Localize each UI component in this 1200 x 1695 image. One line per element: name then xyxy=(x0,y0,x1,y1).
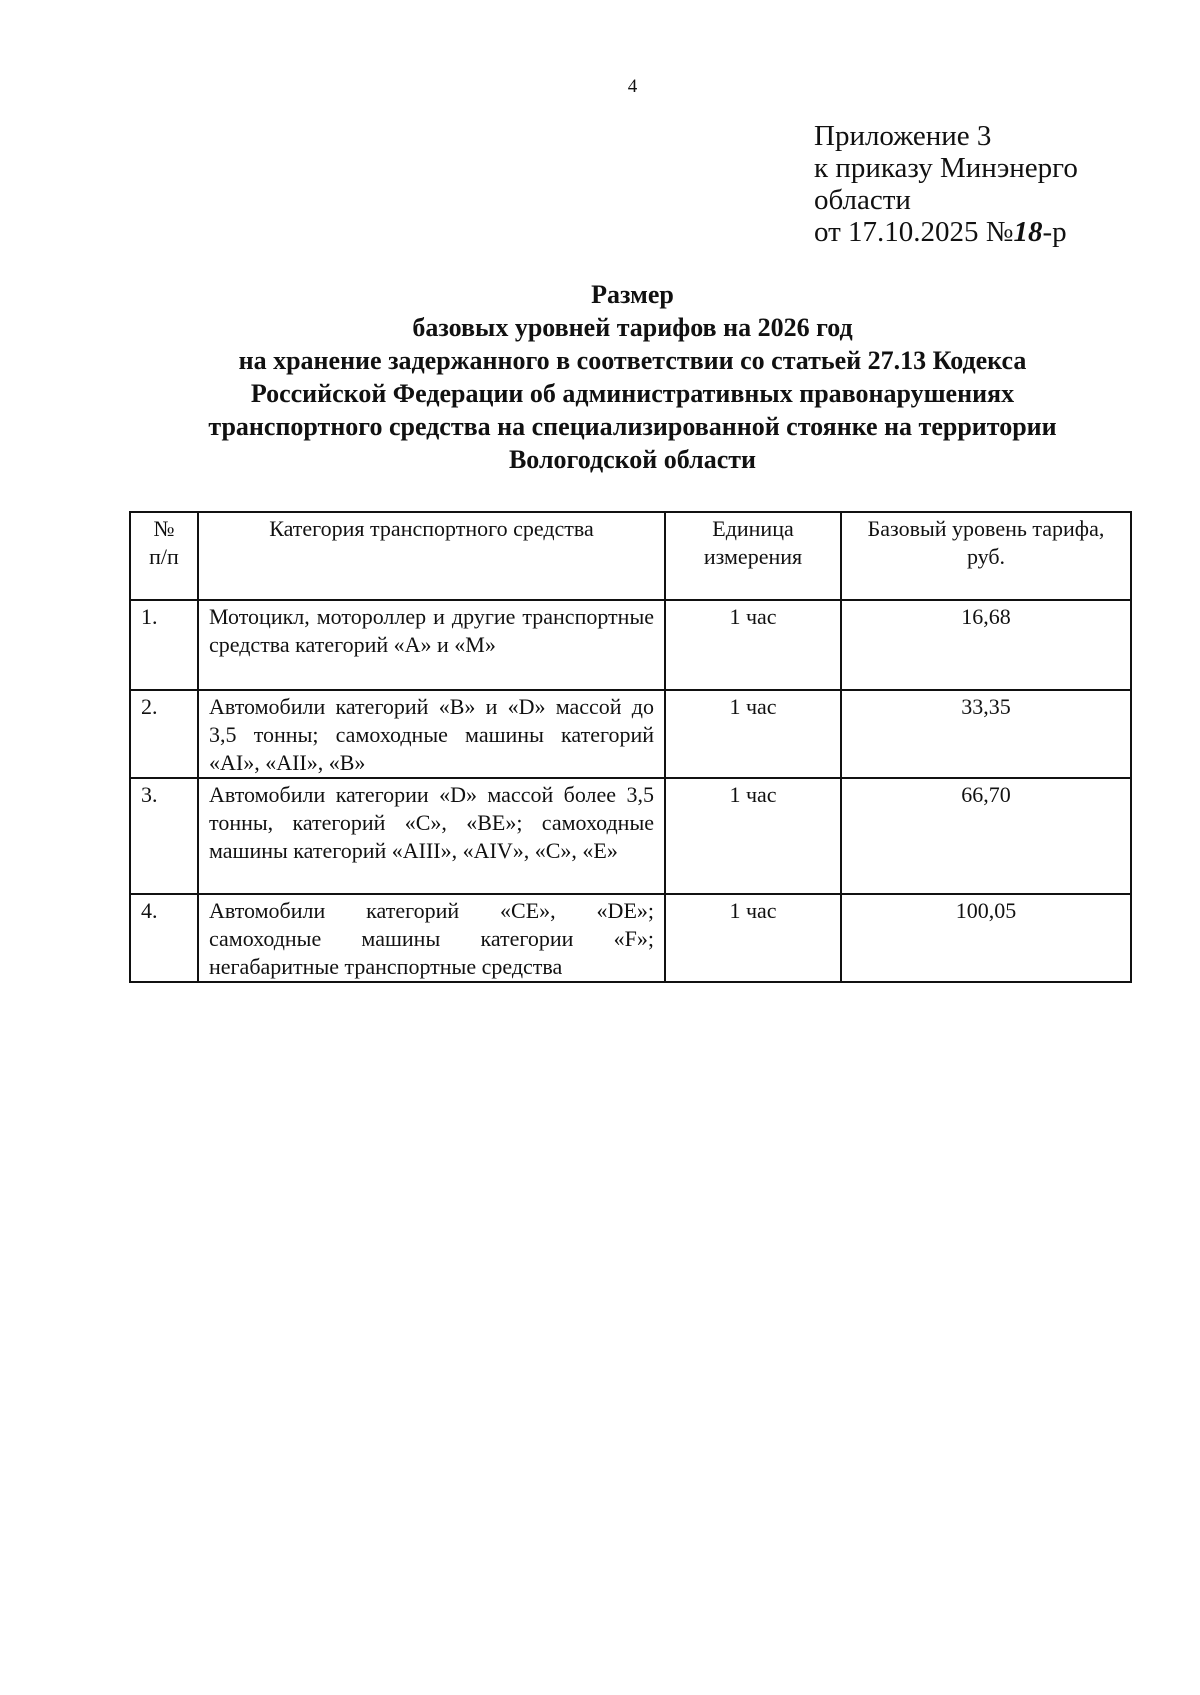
order-suffix: -р xyxy=(1042,216,1067,248)
title-line-5: транспортного средства на специализированной стоянке на территории xyxy=(208,412,1057,441)
appendix-block xyxy=(814,120,1078,248)
table-row xyxy=(130,600,1131,690)
row-unit: 1 час xyxy=(665,778,841,894)
tariff-table xyxy=(129,511,1132,983)
header-number xyxy=(130,512,198,600)
table-row xyxy=(130,778,1131,894)
row-number: 3. xyxy=(130,778,198,894)
header-number-line-1: № xyxy=(153,516,175,541)
page-number: 4 xyxy=(627,76,638,97)
appendix-line-3: области xyxy=(814,184,911,216)
header-tariff-line-2: руб. xyxy=(966,544,1006,569)
title-line-6: Вологодской области xyxy=(508,445,757,474)
row-tariff: 33,35 xyxy=(841,690,1131,778)
table-row xyxy=(130,690,1131,778)
row-number: 2. xyxy=(130,690,198,778)
row-number: 1. xyxy=(130,600,198,690)
title-line-2: базовых уровней тарифов на 2026 год xyxy=(412,313,853,342)
order-number: 18 xyxy=(1013,216,1043,248)
header-tariff xyxy=(841,512,1131,600)
header-unit xyxy=(665,512,841,600)
title-line-3: на хранение задержанного в соответствии со статьей 27.13 Кодекса xyxy=(238,346,1027,375)
row-tariff: 66,70 xyxy=(841,778,1131,894)
table-row xyxy=(130,894,1131,982)
row-category: Автомобили категорий «СЕ», «DE»; самоходные машины категории «F»; негабаритные транспортные средства xyxy=(198,894,665,982)
row-category: Автомобили категорий «В» и «D» массой до 3,5 тонны; самоходные машины категорий «AI», «AII», «В» xyxy=(198,690,665,778)
row-tariff: 100,05 xyxy=(841,894,1131,982)
title-line-1: Размер xyxy=(591,280,674,309)
header-number-line-2: п/п xyxy=(149,544,179,569)
row-unit: 1 час xyxy=(665,690,841,778)
row-number: 4. xyxy=(130,894,198,982)
header-category: Категория транспортного средства xyxy=(198,512,665,600)
header-tariff-line-1: Базовый уровень тарифа, xyxy=(867,516,1105,541)
appendix-date-line xyxy=(814,216,1078,248)
header-unit-line-1: Единица xyxy=(712,516,794,541)
appendix-line-2: к приказу Минэнерго xyxy=(814,152,1078,184)
table-header-row xyxy=(130,512,1131,600)
header-unit-line-2: измерения xyxy=(703,544,803,569)
appendix-date: от 17.10.2025 № xyxy=(814,216,1014,248)
document-title xyxy=(0,278,1200,476)
appendix-line-1: Приложение 3 xyxy=(814,120,992,152)
row-category: Мотоцикл, мотороллер и другие транспортные средства категорий «А» и «М» xyxy=(198,600,665,690)
row-unit: 1 час xyxy=(665,894,841,982)
row-category: Автомобили категории «D» массой более 3,5 тонны, категорий «С», «ВЕ»; самоходные машины категорий «AIII», «AIV», «С», «Е» xyxy=(198,778,665,894)
row-tariff: 16,68 xyxy=(841,600,1131,690)
title-line-4: Российской Федерации об административных правонарушениях xyxy=(250,379,1015,408)
row-unit: 1 час xyxy=(665,600,841,690)
